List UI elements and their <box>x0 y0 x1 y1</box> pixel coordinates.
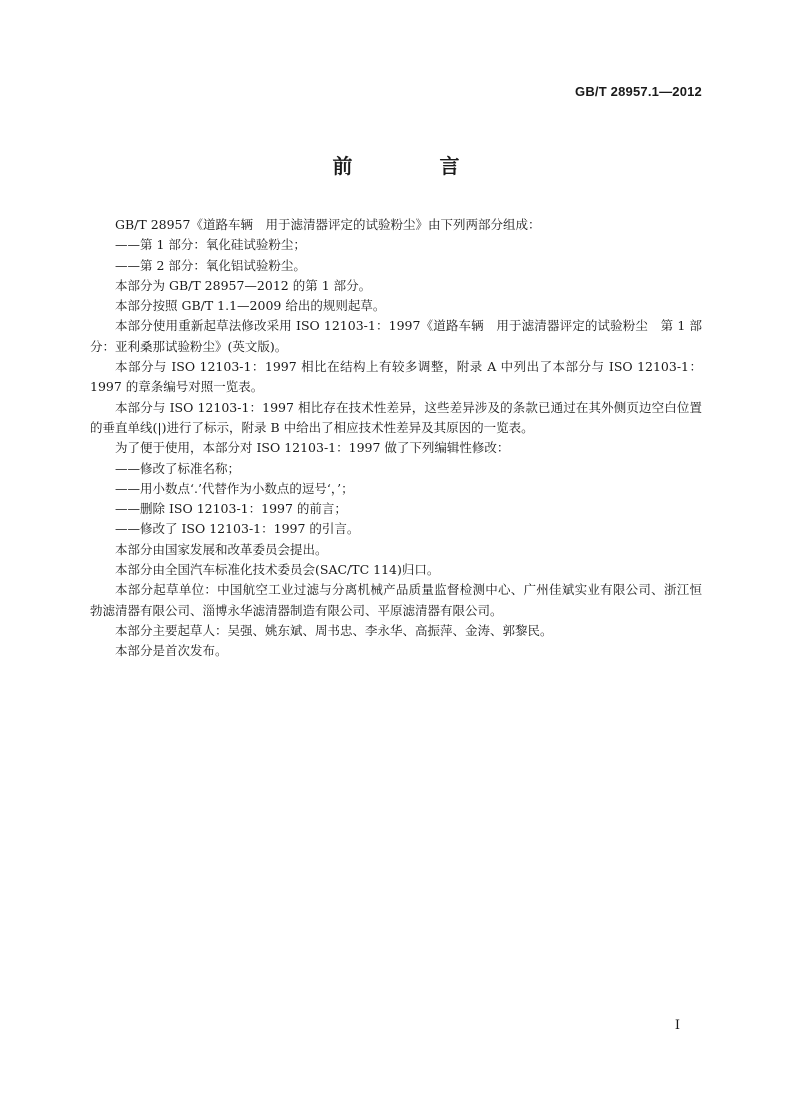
paragraph: 本部分与 ISO 12103-1：1997 相比在结构上有较多调整，附录 A 中列出了本部分与 ISO 12103-1：1997 的章条编号对照一览表。 <box>90 359 702 395</box>
page-number: I <box>674 1018 680 1033</box>
paragraph: ——修改了标准名称； <box>115 460 241 476</box>
standard-code-header: GB/T 28957.1—2012 <box>575 84 702 99</box>
paragraph: 本部分起草单位：中国航空工业过滤与分离机械产品质量监督检测中心、广州佳斌实业有限公司、浙江恒勃滤清器有限公司、淄博永华滤清器制造有限公司、平原滤清器有限公司。 <box>90 582 702 618</box>
paragraph: 本部分是首次发布。 <box>115 643 228 659</box>
paragraph: ——第 2 部分：氧化铝试验粉尘。 <box>115 257 306 273</box>
paragraph: 本部分由全国汽车标准化技术委员会(SAC/TC 114)归口。 <box>115 562 440 578</box>
paragraph: 为了便于使用，本部分对 ISO 12103-1：1997 做了下列编辑性修改： <box>115 440 510 456</box>
paragraph: GB/T 28957《道路车辆 用于滤清器评定的试验粉尘》由下列两部分组成： <box>115 217 541 232</box>
paragraph: 本部分与 ISO 12103-1：1997 相比存在技术性差异，这些差异涉及的条款已通过在其外侧页边空白位置的垂直单线(|)进行了标示，附录 B 中给出了相应技术性差异及其原因的一览表。 <box>90 399 702 435</box>
paragraph: 本部分为 GB/T 28957—2012 的第 1 部分。 <box>115 277 372 293</box>
page-title: 前 言 <box>332 154 500 178</box>
paragraph: 本部分使用重新起草法修改采用 ISO 12103-1：1997《道路车辆 用于滤清器评定的试验粉尘 第 1 部分：亚利桑那试验粉尘》(英文版)。 <box>90 318 702 354</box>
paragraph: ——删除 ISO 12103-1：1997 的前言； <box>115 501 347 517</box>
paragraph: ——第 1 部分：氧化硅试验粉尘； <box>115 237 306 253</box>
paragraph: ——用小数点‘.’代替作为小数点的逗号‘，’； <box>115 480 354 496</box>
foreword-body <box>90 215 702 662</box>
paragraph: 本部分主要起草人：吴强、姚东斌、周书忠、李永华、高振萍、金涛、郭黎民。 <box>115 622 553 638</box>
paragraph: 本部分由国家发展和改革委员会提出。 <box>115 541 328 557</box>
paragraph: ——修改了 ISO 12103-1：1997 的引言。 <box>115 521 360 537</box>
paragraph: 本部分按照 GB/T 1.1—2009 给出的规则起草。 <box>115 298 386 314</box>
